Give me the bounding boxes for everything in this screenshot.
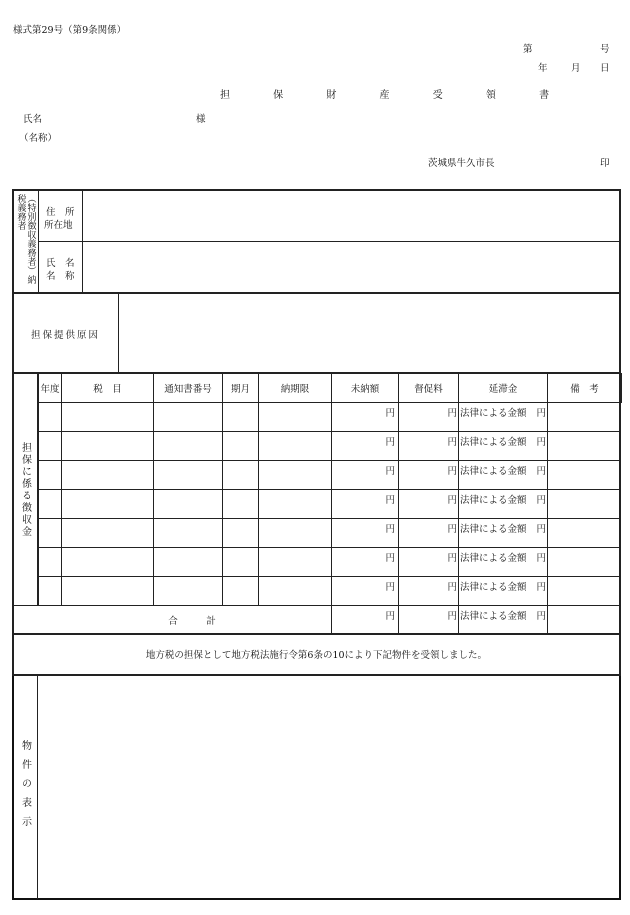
table-row-2-remarks[interactable] (547, 431, 621, 461)
recipient-name-label: 氏名 (23, 114, 43, 125)
yen-unit: 円 (447, 524, 457, 535)
taxpayer-side-label: （特別徴収義務者）納税義務者 (15, 193, 36, 284)
table-row-7-late-fee[interactable] (458, 576, 548, 606)
table-row-4-col-2[interactable] (61, 489, 154, 519)
column-header-label: 納期限 (280, 384, 310, 395)
table-row-6-col-1[interactable] (38, 547, 62, 577)
table-row-3-remarks[interactable] (547, 460, 621, 490)
column-header-label: 延滞金 (488, 384, 518, 395)
table-row-7-col-5[interactable] (258, 576, 332, 606)
yen-unit: 円 (536, 495, 546, 506)
table-row-4-unpaid[interactable] (331, 489, 399, 519)
document-title: 担 保 財 産 受 領 書 (220, 90, 570, 101)
name-value-cell[interactable] (82, 241, 620, 293)
yen-unit: 円 (447, 437, 457, 448)
number-go: 号 (600, 44, 610, 55)
column-header-label: 年度 (40, 384, 60, 395)
table-row-1-col-1[interactable] (38, 402, 62, 432)
date-day: 日 (600, 63, 610, 74)
property-side-label: 物件の表示 (19, 740, 31, 835)
column-header-label: 未納額 (350, 384, 380, 395)
law-amount-label: 法律による金額 (460, 408, 527, 419)
column-header-1 (38, 373, 62, 403)
table-row-1-late-fee[interactable] (458, 402, 548, 432)
table-row-6-late-fee[interactable] (458, 547, 548, 577)
table-row-3-col-4[interactable] (222, 460, 259, 490)
table-row-6-remarks[interactable] (547, 547, 621, 577)
table-row-2-fee[interactable] (398, 431, 459, 461)
yen-unit: 円 (447, 611, 457, 622)
address-label-2: 所在地 (44, 220, 73, 231)
statement-text: 地方税の担保として地方税法施行令第6条の10により下記物件を受領しました。 (145, 650, 488, 661)
reason-label-cell (13, 294, 119, 373)
column-header-label: 通知書番号 (164, 384, 212, 395)
table-row-2-col-1[interactable] (38, 431, 62, 461)
column-header-label: 督促料 (414, 384, 443, 395)
yen-unit: 円 (536, 437, 546, 448)
column-header-3 (153, 373, 223, 403)
yen-unit: 円 (447, 582, 457, 593)
table-row-5-late-fee[interactable] (458, 518, 548, 548)
law-amount-label: 法律による金額 (460, 553, 527, 564)
law-amount-label: 法律による金額 (460, 611, 527, 622)
date-month: 月 (571, 63, 581, 74)
table-row-7-unpaid[interactable] (331, 576, 399, 606)
table-row-6-col-5[interactable] (258, 547, 332, 577)
table-row-2-col-4[interactable] (222, 431, 259, 461)
yen-unit: 円 (385, 437, 395, 448)
yen-unit: 円 (536, 553, 546, 564)
table-row-2-col-2[interactable] (61, 431, 154, 461)
collection-side-label: 担保に係る徴収金 (19, 442, 31, 538)
table-row-2-late-fee[interactable] (458, 431, 548, 461)
yen-unit: 円 (385, 495, 395, 506)
total-row-late-fee[interactable] (458, 605, 548, 635)
total-row-remarks[interactable] (547, 605, 621, 635)
honorific-sama: 様 (196, 114, 206, 125)
yen-unit: 円 (447, 408, 457, 419)
table-row-5-col-3[interactable] (153, 518, 223, 548)
address-label-1: 住 所 (46, 207, 75, 218)
date-year: 年 (538, 63, 548, 74)
total-row-unpaid[interactable] (331, 605, 399, 635)
table-row-5-col-5[interactable] (258, 518, 332, 548)
law-amount-label: 法律による金額 (460, 466, 527, 477)
table-row-5-unpaid[interactable] (331, 518, 399, 548)
form-number: 様式第29号（第9条関係） (13, 25, 127, 36)
yen-unit: 円 (447, 466, 457, 477)
yen-unit: 円 (447, 553, 457, 564)
table-row-5-fee[interactable] (398, 518, 459, 548)
table-row-2-col-3[interactable] (153, 431, 223, 461)
issuer-name: 茨城県牛久市長 (428, 158, 495, 169)
law-amount-label: 法律による金額 (460, 582, 527, 593)
reason-label: 担保提供原因 (30, 329, 100, 341)
table-row-6-fee[interactable] (398, 547, 459, 577)
column-header-label: 備 考 (570, 384, 599, 395)
law-amount-label: 法律による金額 (460, 437, 527, 448)
table-row-4-fee[interactable] (398, 489, 459, 519)
recipient-meisho-label: （名称） (19, 133, 58, 144)
table-row-4-col-1[interactable] (38, 489, 62, 519)
law-amount-label: 法律による金額 (460, 524, 527, 535)
yen-unit: 円 (385, 524, 395, 535)
column-header-4 (222, 373, 259, 403)
yen-unit: 円 (447, 495, 457, 506)
table-row-3-fee[interactable] (398, 460, 459, 490)
table-row-5-remarks[interactable] (547, 518, 621, 548)
table-row-6-unpaid[interactable] (331, 547, 399, 577)
table-row-1-col-4[interactable] (222, 402, 259, 432)
yen-unit: 円 (536, 466, 546, 477)
collection-side-label-cell (13, 374, 38, 606)
property-value-cell[interactable] (38, 676, 620, 899)
law-amount-label: 法律による金額 (460, 495, 527, 506)
yen-unit: 円 (385, 582, 395, 593)
taxpayer-side-label-cell (13, 190, 39, 293)
property-side-label-cell (13, 676, 38, 899)
table-row-4-late-fee[interactable] (458, 489, 548, 519)
table-row-6-col-2[interactable] (61, 547, 154, 577)
address-value-cell[interactable] (82, 190, 620, 242)
total-label: 合 計 (168, 616, 216, 627)
column-header-label: 期月 (230, 384, 250, 395)
table-row-3-col-5[interactable] (258, 460, 332, 490)
yen-unit: 円 (385, 408, 395, 419)
table-row-7-col-2[interactable] (61, 576, 154, 606)
table-row-1-remarks[interactable] (547, 402, 621, 432)
table-row-4-col-3[interactable] (153, 489, 223, 519)
table-row-6-col-4[interactable] (222, 547, 259, 577)
table-row-7-col-1[interactable] (38, 576, 62, 606)
table-row-7-col-4[interactable] (222, 576, 259, 606)
table-row-1-col-5[interactable] (258, 402, 332, 432)
yen-unit: 円 (536, 524, 546, 535)
table-row-5-col-1[interactable] (38, 518, 62, 548)
table-row-5-col-2[interactable] (61, 518, 154, 548)
statement-cell (12, 634, 621, 676)
yen-unit: 円 (385, 611, 395, 622)
table-row-1-unpaid[interactable] (331, 402, 399, 432)
reason-value-cell[interactable] (119, 294, 619, 373)
address-label-cell (38, 190, 83, 242)
table-row-4-col-4[interactable] (222, 489, 259, 519)
column-header-7 (398, 373, 459, 403)
table-row-3-late-fee[interactable] (458, 460, 548, 490)
column-header-5 (258, 373, 332, 403)
total-row-fee[interactable] (398, 605, 459, 635)
table-row-1-col-2[interactable] (61, 402, 154, 432)
table-row-7-remarks[interactable] (547, 576, 621, 606)
table-row-6-col-3[interactable] (153, 547, 223, 577)
table-row-4-remarks[interactable] (547, 489, 621, 519)
table-row-3-col-1[interactable] (38, 460, 62, 490)
table-row-4-col-5[interactable] (258, 489, 332, 519)
table-row-1-fee[interactable] (398, 402, 459, 432)
name-label-cell (38, 241, 83, 293)
table-row-7-col-3[interactable] (153, 576, 223, 606)
yen-unit: 円 (385, 553, 395, 564)
table-row-1-col-3[interactable] (153, 402, 223, 432)
yen-unit: 円 (536, 611, 546, 622)
yen-unit: 円 (385, 466, 395, 477)
yen-unit: 円 (536, 582, 546, 593)
name-label-2: 名 称 (46, 271, 75, 282)
number-dai: 第 (523, 44, 533, 55)
table-row-3-col-2[interactable] (61, 460, 154, 490)
column-header-6 (331, 373, 399, 403)
table-row-3-col-3[interactable] (153, 460, 223, 490)
table-row-5-col-4[interactable] (222, 518, 259, 548)
yen-unit: 円 (536, 408, 546, 419)
table-row-3-unpaid[interactable] (331, 460, 399, 490)
total-label-cell (13, 605, 332, 635)
column-header-2 (61, 373, 154, 403)
name-label-1: 氏 名 (46, 258, 75, 269)
column-header-label: 税 目 (93, 384, 122, 395)
table-row-7-fee[interactable] (398, 576, 459, 606)
table-row-2-unpaid[interactable] (331, 431, 399, 461)
table-row-2-col-5[interactable] (258, 431, 332, 461)
seal-mark: 印 (600, 158, 610, 169)
column-header-8 (458, 373, 548, 403)
column-header-9 (547, 373, 622, 403)
